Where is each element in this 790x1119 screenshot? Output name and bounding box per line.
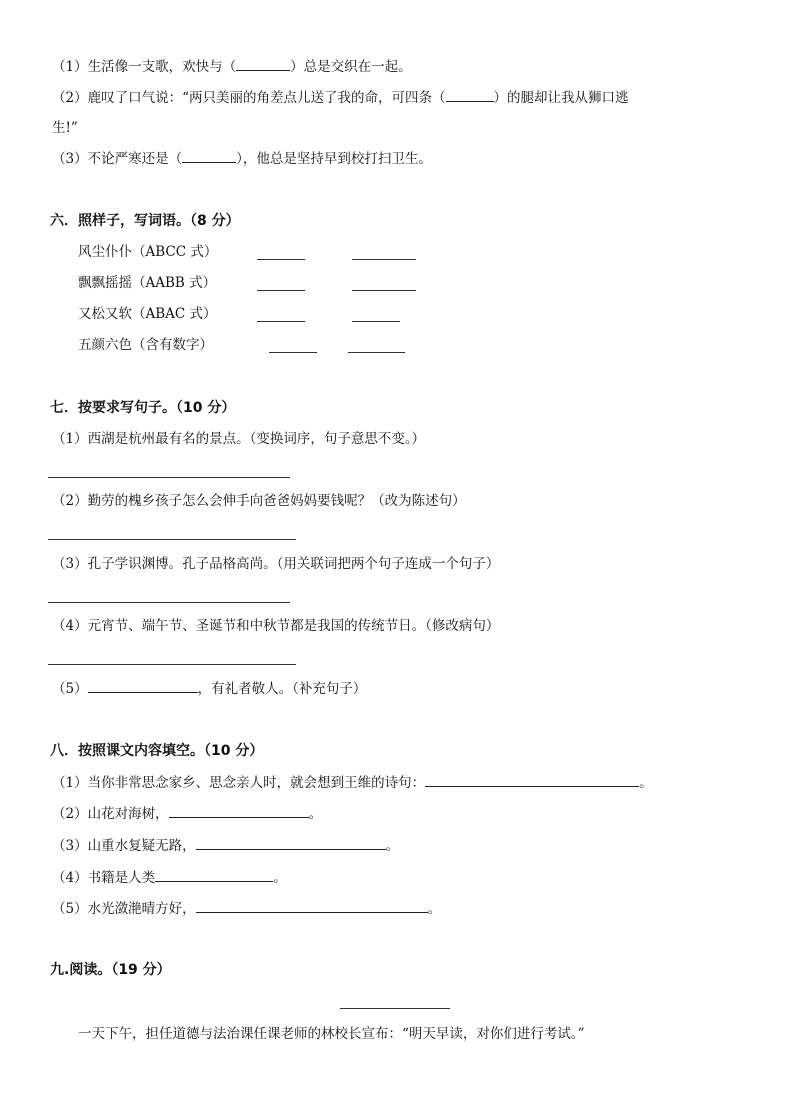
answer-line[interactable] [257, 290, 305, 291]
section8-heading: 八．按照课文内容填空。（10 分） [50, 743, 264, 759]
s7-item-4: （4）元宵节、端午节、圣诞节和中秋节都是我国的传统节日。（修改病句） [52, 618, 500, 634]
blank-field[interactable] [182, 149, 236, 163]
blank-field[interactable] [196, 899, 428, 913]
answer-line[interactable] [269, 352, 317, 353]
s6-word-2: 飘飘摇摇（AABB 式） [78, 275, 217, 291]
s5-item-2: （2）鹿叹了口气说：“两只美丽的角差点儿送了我的命，可四条（ ）的腿却让我从狮口逃 [52, 90, 629, 106]
s7-item-3: （3）孔子学识渊博。孔子品格高尚。（用关联词把两个句子连成一个句子） [52, 556, 500, 572]
answer-line[interactable] [257, 321, 305, 322]
s5-item-3: （3）不论严寒还是（ ），他总是坚持早到校打扫卫生。 [52, 151, 432, 167]
blank-field[interactable] [169, 804, 309, 818]
s8-item-3: （3）山重水复疑无路， 。 [52, 838, 400, 854]
s6-word-4: 五颜六色（含有数字） [78, 337, 213, 353]
s9-paragraph: 一天下午，担任道德与法治课任课老师的林校长宣布：“明天早读，对你们进行考试。” [78, 1026, 585, 1042]
s8-item-1: （1）当你非常思念家乡、思念亲人时，就会想到王维的诗句： 。 [52, 775, 653, 791]
answer-line[interactable] [48, 477, 290, 478]
blank-field[interactable] [155, 868, 273, 882]
answer-line[interactable] [352, 259, 416, 260]
s6-word-3: 又松又软（ABAC 式） [78, 306, 217, 322]
answer-line[interactable] [352, 321, 400, 322]
blank-field[interactable] [236, 57, 290, 71]
answer-line[interactable] [48, 664, 296, 665]
s7-item-2: （2）勤劳的槐乡孩子怎么会伸手向爸爸妈妈要钱呢？（改为陈述句） [52, 493, 466, 509]
s7-item-1: （1）西湖是杭州最有名的景点。（变换词序，句子意思不变。） [52, 431, 426, 447]
s8-item-5: （5）水光潋滟晴方好， 。 [52, 901, 442, 917]
answer-line[interactable] [352, 290, 416, 291]
answer-line[interactable] [348, 352, 405, 353]
s6-word-1: 风尘仆仆（ABCC 式） [78, 244, 218, 260]
blank-field[interactable] [88, 679, 198, 693]
s8-item-2: （2）山花对海树， 。 [52, 806, 323, 822]
blank-field[interactable] [196, 836, 386, 850]
section9-heading: 九.阅读。（19 分） [50, 962, 171, 978]
s7-item-5: （5） ，有礼者敬人。（补充句子） [52, 681, 367, 697]
blank-field[interactable] [425, 773, 639, 787]
answer-line[interactable] [257, 259, 305, 260]
blank-field[interactable] [446, 88, 494, 102]
s5-item-1: （1）生活像一支歌，欢快与（ ）总是交织在一起。 [52, 59, 412, 75]
title-blank-line[interactable] [340, 1008, 450, 1009]
section7-heading: 七．按要求写句子。（10 分） [50, 400, 236, 416]
s8-item-4: （4）书籍是人类 。 [52, 870, 287, 886]
s5-item-2-cont: 生!” [52, 120, 78, 136]
section6-heading: 六．照样子，写词语。（8 分） [50, 213, 240, 229]
answer-line[interactable] [48, 602, 290, 603]
answer-line[interactable] [48, 539, 296, 540]
